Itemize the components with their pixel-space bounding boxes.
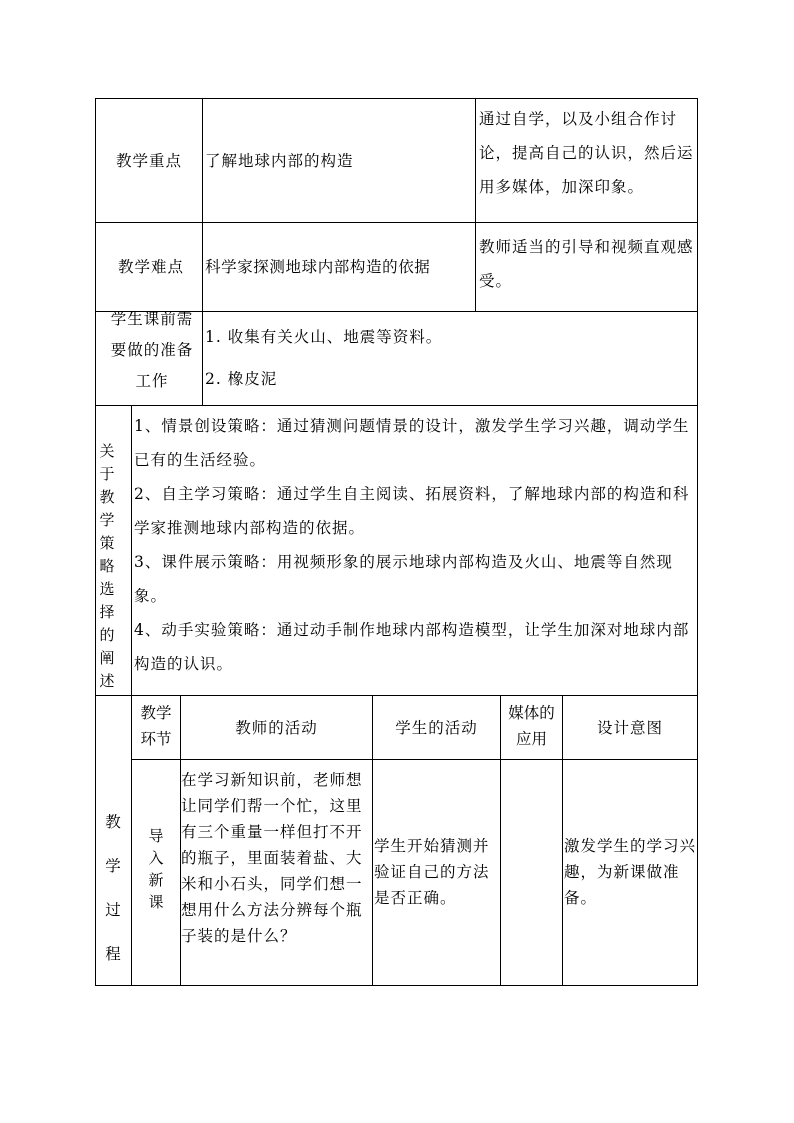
header-teacher: 教师的活动 [235, 718, 318, 737]
strategy-item-2: 2、自主学习策略：通过学生自主阅读、拓展资料，了解地球内部的构造和科学家推测地球内部构造的依据。 [134, 485, 690, 537]
process-label [96, 800, 130, 970]
header-intent: 设计意图 [596, 718, 663, 737]
strategy-label [97, 440, 117, 690]
difficulty-method [479, 230, 697, 310]
row-teacher-text: 在学习新知识前，老师想让同学们帮一个忙，这里有三个重量一样但打不开的瓶子，里面装着盐、大米和小石头，同学们想一想用什么方法分辨每个瓶子装的是什么？ [181, 771, 363, 945]
col-divider-label [202, 98, 203, 405]
difficulty-label: 教学难点 [117, 258, 184, 276]
row-intent [564, 760, 697, 984]
strategy-label-text: 关于教学策略选择的阐述 [99, 442, 115, 690]
difficulty-content: 科学家探测地球内部构造的依据 [205, 258, 431, 276]
table-border-right [697, 98, 698, 985]
row-divider-3 [95, 405, 698, 406]
col-divider-method [475, 98, 476, 311]
preparation-item-2: 2. 橡皮泥 [205, 370, 278, 388]
key-point-method-text: 通过自学，以及小组合作讨论，提高自己的认识，然后运用多媒体，加深印象。 [479, 110, 694, 196]
header-media [501, 700, 562, 758]
preparation-label [110, 304, 194, 404]
row-stage-text: 导入新课 [148, 827, 164, 911]
preparation-label-text: 学生课前需要做的准备工作 [110, 310, 194, 390]
row-stage [132, 825, 180, 925]
row-student-text: 学生开始猜测并验证自己的方法是否正确。 [374, 837, 490, 907]
preparation-item-1: 1. 收集有关火山、地震等资料。 [205, 328, 443, 346]
header-stage-text: 教学环节 [140, 704, 172, 748]
header-media-text: 媒体的应用 [508, 704, 555, 748]
process-label-text: 教学过程 [105, 813, 121, 963]
strategy-item-4: 4、动手实验策略：通过动手制作地球内部构造模型，让学生加深对地球内部构造的认识。 [134, 621, 690, 673]
table-border-bottom [95, 985, 698, 986]
key-point-method [479, 102, 697, 222]
difficulty-method-text: 教师适当的引导和视频直观感受。 [479, 238, 694, 290]
header-stage [132, 700, 180, 758]
key-point-label: 教学重点 [115, 151, 182, 170]
strategy-item-3: 3、课件展示策略：用视频形象的展示地球内部构造及火山、地震等自然现象。 [134, 553, 673, 605]
preparation-items [205, 320, 685, 400]
row-teacher [181, 767, 372, 983]
key-point-content: 了解地球内部的构造 [205, 151, 354, 170]
strategy-list [134, 409, 696, 693]
header-student: 学生的活动 [395, 718, 478, 737]
row-media [501, 760, 562, 984]
row-intent-text: 激发学生的学习兴趣，为新课做准备。 [564, 837, 697, 907]
row-student [374, 760, 499, 984]
strategy-item-1: 1、情景创设策略：通过猜测问题情景的设计，激发学生学习兴趣，调动学生已有的生活经验。 [134, 417, 690, 469]
